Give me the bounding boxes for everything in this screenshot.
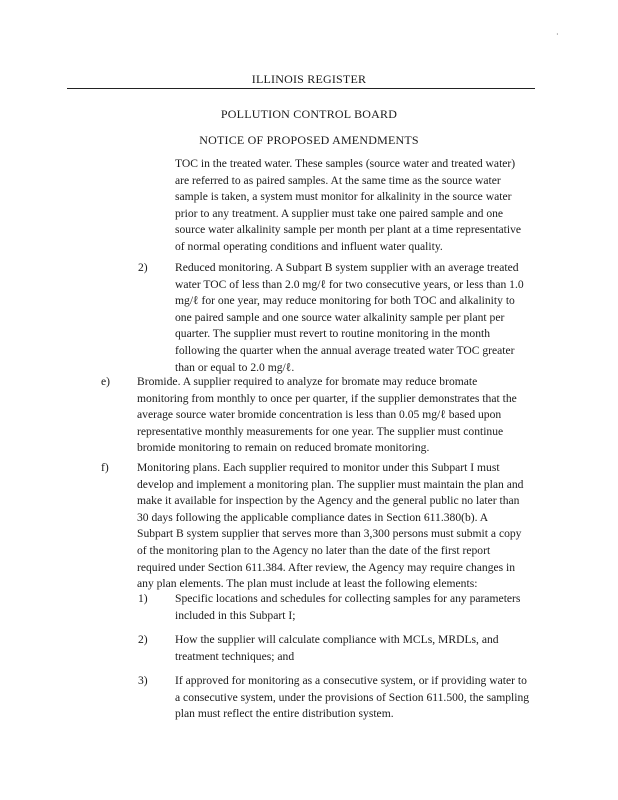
- item-2-paragraph: [175, 260, 524, 376]
- paragraph-line: are referred to as paired samples. At the same time as the source water: [175, 173, 501, 187]
- paragraph-line: one paired sample and one source water alkalinity sample per plant per: [175, 310, 505, 324]
- paragraph-line: representative monthly measurements for one year. The supplier must continue: [137, 424, 504, 438]
- paragraph-line: Subpart B system supplier that serves more than 3,300 persons must submit a copy: [137, 527, 522, 541]
- paragraph-line: Bromide. A supplier required to analyze for bromate may reduce bromate: [137, 375, 478, 388]
- paragraph-line: How the supplier will calculate compliance with MCLs, MRDLs, and: [175, 633, 499, 646]
- paragraph-line: average source water bromide concentration is less than 0.05 mg/ℓ based upon: [137, 408, 502, 422]
- item-2-label: 2): [138, 261, 148, 274]
- item-f-paragraph: [137, 460, 523, 593]
- paragraph-line: than or equal to 2.0 mg/ℓ.: [175, 360, 295, 374]
- subitem-1-label: 1): [138, 592, 148, 605]
- paragraph-line: prior to any treatment. A supplier must take one paired sample and one: [175, 206, 504, 220]
- paragraph-line: plan must reflect the entire distribution system.: [175, 707, 394, 721]
- paragraph-line: bromide monitoring to remain on reduced bromate monitoring.: [137, 441, 430, 455]
- paragraph-line: monitoring from monthly to once per quarter, if the supplier demonstrates that the: [137, 391, 517, 405]
- paragraph-line: of the monitoring plan to the Agency no later than the date of the first report: [137, 543, 491, 557]
- item-e-label: e): [101, 375, 111, 388]
- paragraph-line: Reduced monitoring. A Subpart B system supplier with an average treated: [175, 261, 519, 274]
- paragraph-line: 30 days following the applicable compliance dates in Section 611.380(b). A: [137, 510, 489, 524]
- paragraph-line: treatment techniques; and: [175, 649, 295, 663]
- subitem-2-label: 2): [138, 633, 148, 646]
- paragraph-line: Specific locations and schedules for collecting samples for any parameters: [175, 592, 521, 605]
- intro-paragraph: [175, 156, 521, 256]
- paragraph-line: any plan elements. The plan must include at least the following elements:: [137, 577, 478, 591]
- paragraph-line: included in this Subpart I;: [175, 608, 296, 622]
- paragraph-line: following the quarter when the annual average treated water TOC greater: [175, 343, 515, 357]
- register-title: ILLINOIS REGISTER: [251, 72, 367, 86]
- paragraph-line: make it available for inspection by the Agency and the general public no later than: [137, 494, 520, 508]
- agency-title: POLLUTION CONTROL BOARD: [220, 107, 398, 121]
- paragraph-line: mg/ℓ for one year, may reduce monitoring for both TOC and alkalinity to: [175, 294, 515, 308]
- paragraph-line: If approved for monitoring as a consecutive system, or if providing water to: [175, 674, 527, 687]
- paragraph-line: water TOC of less than 2.0 mg/ℓ for two consecutive years, or less than 1.0: [175, 277, 524, 291]
- paragraph-line: TOC in the treated water. These samples (source water and treated water): [175, 157, 516, 170]
- paragraph-line: develop and implement a monitoring plan. The supplier must maintain the plan and: [137, 477, 524, 491]
- header-rule: [67, 88, 535, 89]
- subitem-3-paragraph: [175, 673, 529, 723]
- item-f-label: f): [101, 461, 109, 474]
- notice-title: NOTICE OF PROPOSED AMENDMENTS: [199, 133, 419, 147]
- paragraph-line: of normal operating conditions and influent water quality.: [175, 239, 443, 253]
- paragraph-line: Monitoring plans. Each supplier required to monitor under this Subpart I must: [137, 461, 500, 474]
- paragraph-line: a consecutive system, under the provisions of Section 611.500, the sampling: [175, 690, 530, 704]
- subitem-2-paragraph: [175, 632, 499, 665]
- item-e-paragraph: [137, 374, 517, 457]
- paragraph-line: quarter. The supplier must revert to routine monitoring in the month: [175, 327, 491, 341]
- paragraph-line: required under Section 611.384. After review, the Agency may require changes in: [137, 560, 516, 574]
- scan-mark: ·: [556, 30, 559, 39]
- subitem-3-label: 3): [138, 674, 148, 687]
- paragraph-line: source water alkalinity sample per month per plant at a time representative: [175, 223, 522, 237]
- paragraph-line: sample is taken, a system must monitor for alkalinity in the source water: [175, 190, 512, 204]
- subitem-1-paragraph: [175, 591, 520, 624]
